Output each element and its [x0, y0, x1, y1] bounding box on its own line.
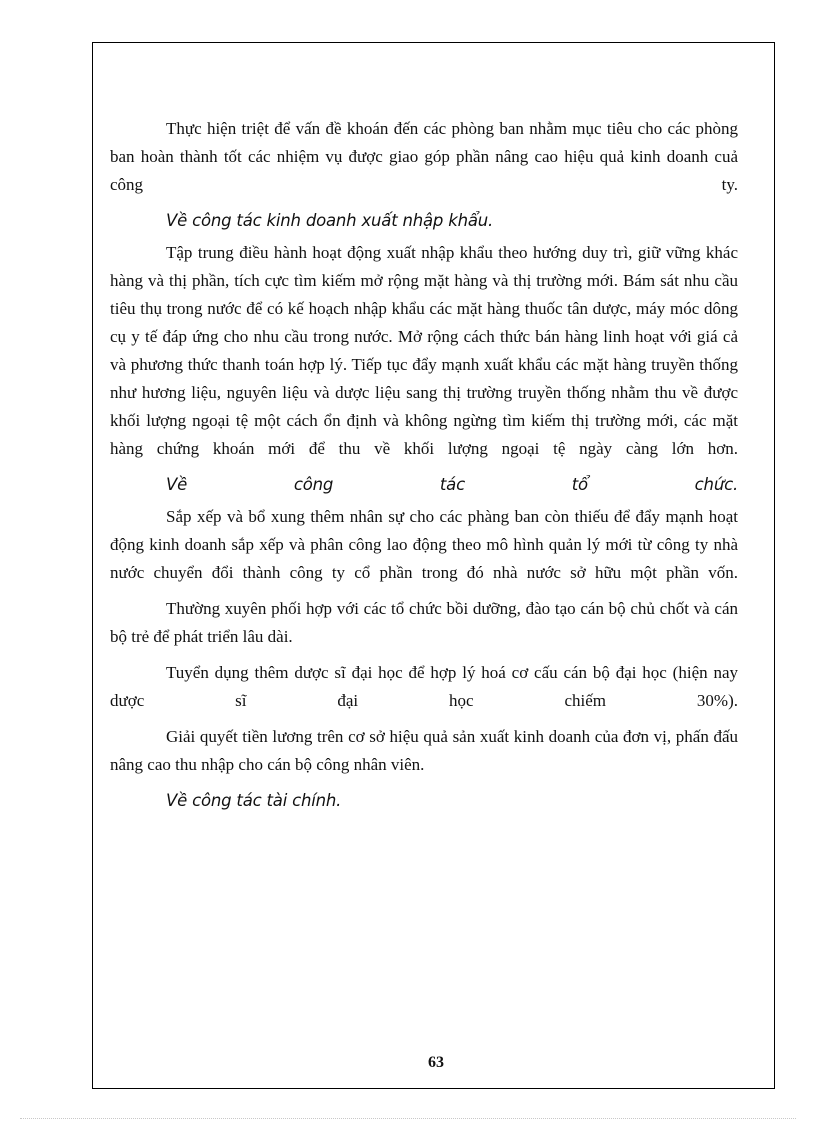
page-bottom-divider [20, 1118, 796, 1119]
paragraph-import-export: Tập trung điều hành hoạt động xuất nhập khẩu theo hướng duy trì, giữ vững khác hàng và thị phần, tích cực tìm kiếm mở rộng mặt hàng và thị trường mới. Bám sát nhu cầu tiêu thụ trong nước để có kế hoạch nhập khẩu các mặt hàng thuốc tân dược, máy móc dông cụ y tế đáp ứng cho nhu cầu trong nước. Mở rộng cách thức bán hàng linh hoạt với giá cả và phương thức thanh toán hợp lý. Tiếp tục đẩy mạnh xuất khẩu các mặt hàng truyền thống như hương liệu, nguyên liệu và dược liệu sang thị trường truyền thống nhằm thu về được khối lượng ngoại tệ một cách ổn định và không ngừng tìm kiếm thị trường mới, các mặt hàng chứng khoán mới để thu về khối lượng ngoại tệ ngày càng lớn hơn. [110, 243, 738, 458]
paragraph-staffing: Sắp xếp và bổ xung thêm nhân sự cho các phàng ban còn thiếu để đẩy mạnh hoạt động kinh doanh sắp xếp và phân công lao động theo mô hình quản lý mới từ công ty nhà nước chuyển đổi thành công ty cổ phần trong đó nhà nước sở hữu một phần vốn. [110, 507, 738, 582]
paragraph-training: Thường xuyên phối hợp với các tổ chức bồi dưỡng, đào tạo cán bộ chủ chốt và cán bộ trẻ để phát triển lâu dài. [110, 599, 738, 646]
paragraph-salary: Giải quyết tiền lương trên cơ sở hiệu quả sản xuất kinh doanh của đơn vị, phấn đấu nâng cao thu nhập cho cán bộ công nhân viên. [110, 727, 738, 774]
heading-organization: Về công tác tổ chức. [166, 475, 738, 494]
paragraph-recruitment: Tuyển dụng thêm dược sĩ đại học để hợp lý hoá cơ cấu cán bộ đại học (hiện nay dược sĩ đại học chiếm 30%). [110, 663, 738, 710]
paragraph-contract-allocation: Thực hiện triệt để vấn đề khoán đến các phòng ban nhằm mục tiêu cho các phòng ban hoàn thành tốt các nhiệm vụ được giao góp phần nâng cao hiệu quả kinh doanh cuả công ty. [110, 119, 738, 194]
heading-import-export: Về công tác kinh doanh xuất nhập khẩu. [166, 211, 494, 230]
page-number: 63 [428, 1054, 444, 1071]
heading-finance: Về công tác tài chính. [166, 791, 342, 810]
document-body [110, 115, 738, 819]
